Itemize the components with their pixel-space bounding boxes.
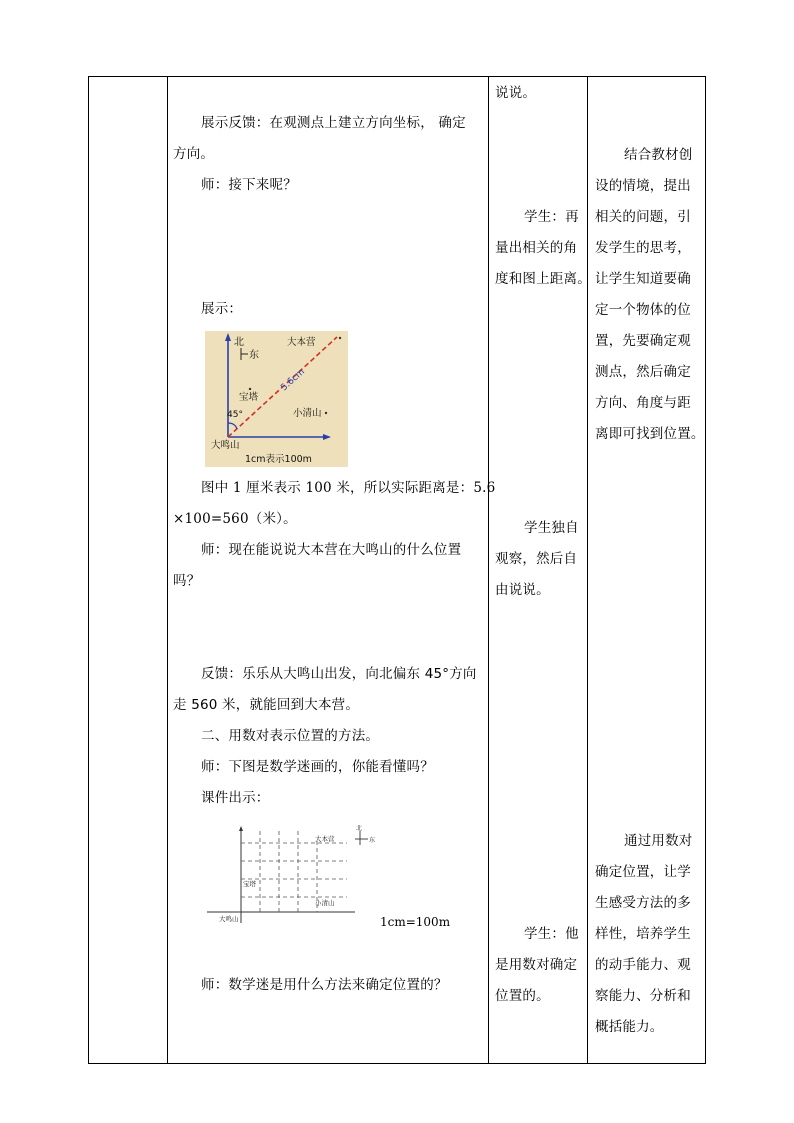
student-pairs-line1: 学生：他 xyxy=(524,926,579,942)
intent2-line6: 察能力、分析和 xyxy=(595,988,691,1004)
angle-label: 45° xyxy=(227,410,243,420)
grid-east-label: 东 xyxy=(369,837,376,844)
courseware-label: 课件出示： xyxy=(201,790,270,806)
intent1-line9: 方向、角度与距 xyxy=(595,395,691,411)
column-divider-3 xyxy=(587,76,588,1064)
intent1-line5: 让学生知道要确 xyxy=(595,271,691,287)
grid-map-figure xyxy=(205,825,451,935)
origin-label: 大鸣山 xyxy=(211,440,240,451)
intent2-line3: 生感受方法的多 xyxy=(595,895,691,911)
intent2-line1: 通过用数对 xyxy=(624,833,693,849)
intent1-line7: 置，先要确定观 xyxy=(595,333,691,349)
intent1-line8: 测点，然后确定 xyxy=(595,364,691,380)
intent2-line5: 的动手能力、观 xyxy=(595,957,691,973)
student-observe-line2: 观察，然后自 xyxy=(495,551,578,567)
grid-scale-label: 1cm=100m xyxy=(380,915,451,929)
intent2-line4: 样性，培养学生 xyxy=(595,926,691,942)
teacher-position-question-line2: 吗？ xyxy=(173,573,201,589)
grid-pagoda-label: 宝塔 xyxy=(243,880,256,888)
feedback-direction-line2: 方向。 xyxy=(173,146,215,162)
intent1-line4: 发学生的思考， xyxy=(595,240,691,256)
grid-origin-label: 大鸣山 xyxy=(219,915,239,923)
student-measure-line1: 学生：再 xyxy=(524,209,579,225)
intent2-line7: 概括能力。 xyxy=(595,1019,664,1035)
column-divider-1 xyxy=(167,76,168,1064)
distance-label: 5.6cm xyxy=(279,367,307,394)
student-observe-line1: 学生独自 xyxy=(524,520,579,536)
camp-dot xyxy=(339,337,341,339)
section-two-heading: 二、用数对表示位置的方法。 xyxy=(201,728,380,744)
grid-camp-label: 大本营 xyxy=(315,835,335,843)
direction-map-figure xyxy=(205,331,348,467)
grid-north-label: 北 xyxy=(356,825,363,832)
pagoda-label: 宝塔 xyxy=(239,392,259,403)
angle-arc xyxy=(228,423,237,429)
feedback-direction-line1: 展示反馈：在观测点上建立方向坐标， 确定 xyxy=(201,115,466,131)
grid-hill-label: 小清山 xyxy=(315,899,335,907)
intent1-line1: 结合教材创 xyxy=(624,147,693,163)
teacher-method-question: 师：数学迷是用什么方法来确定位置的？ xyxy=(201,977,448,993)
distance-calc-line2: ×100=560（米）。 xyxy=(173,511,297,527)
pagoda-dot xyxy=(249,388,251,390)
student-observe-line3: 由说说。 xyxy=(495,582,550,598)
camp-label: 大本营 xyxy=(287,337,316,348)
intent1-line10: 离即可找到位置。 xyxy=(595,426,705,442)
student-pairs-line2: 是用数对确定 xyxy=(495,957,578,973)
student-say-line: 说说。 xyxy=(495,85,537,101)
hill-dot xyxy=(325,412,327,414)
teacher-position-question-line1: 师：现在能说说大本营在大鸣山的什么位置 xyxy=(201,542,462,558)
intent2-line2: 确定位置，让学 xyxy=(595,864,691,880)
east-arrowhead xyxy=(323,434,331,440)
north-arrowhead xyxy=(225,333,231,341)
student-pairs-line3: 位置的。 xyxy=(495,988,550,1004)
y-arrowhead xyxy=(239,826,243,831)
intent1-line3: 相关的问题，引 xyxy=(595,209,691,225)
column-divider-2 xyxy=(488,76,489,1064)
student-measure-line2: 量出相关的角 xyxy=(495,240,578,256)
student-measure-line3: 度和图上距离。 xyxy=(495,271,591,287)
distance-calc-line1: 图中 1 厘米表示 100 米，所以实际距离是：5.6 xyxy=(201,480,496,496)
feedback-route-line2: 走 560 米，就能回到大本营。 xyxy=(173,697,360,713)
teacher-figure-question: 师：下图是数学迷画的，你能看懂吗？ xyxy=(201,759,434,775)
teacher-next-question: 师：接下来呢？ xyxy=(201,177,297,193)
intent1-line6: 定一个物体的位 xyxy=(595,302,691,318)
east-label: 东 xyxy=(249,350,259,361)
show-label: 展示： xyxy=(201,301,243,317)
feedback-route-line1: 反馈：乐乐从大鸣山出发，向北偏东 45°方向 xyxy=(201,666,477,682)
north-label: 北 xyxy=(234,337,244,348)
scale-label: 1cm表示100m xyxy=(245,454,312,465)
intent1-line2: 设的情境，提出 xyxy=(595,178,691,194)
hill-label: 小清山 xyxy=(293,408,322,419)
